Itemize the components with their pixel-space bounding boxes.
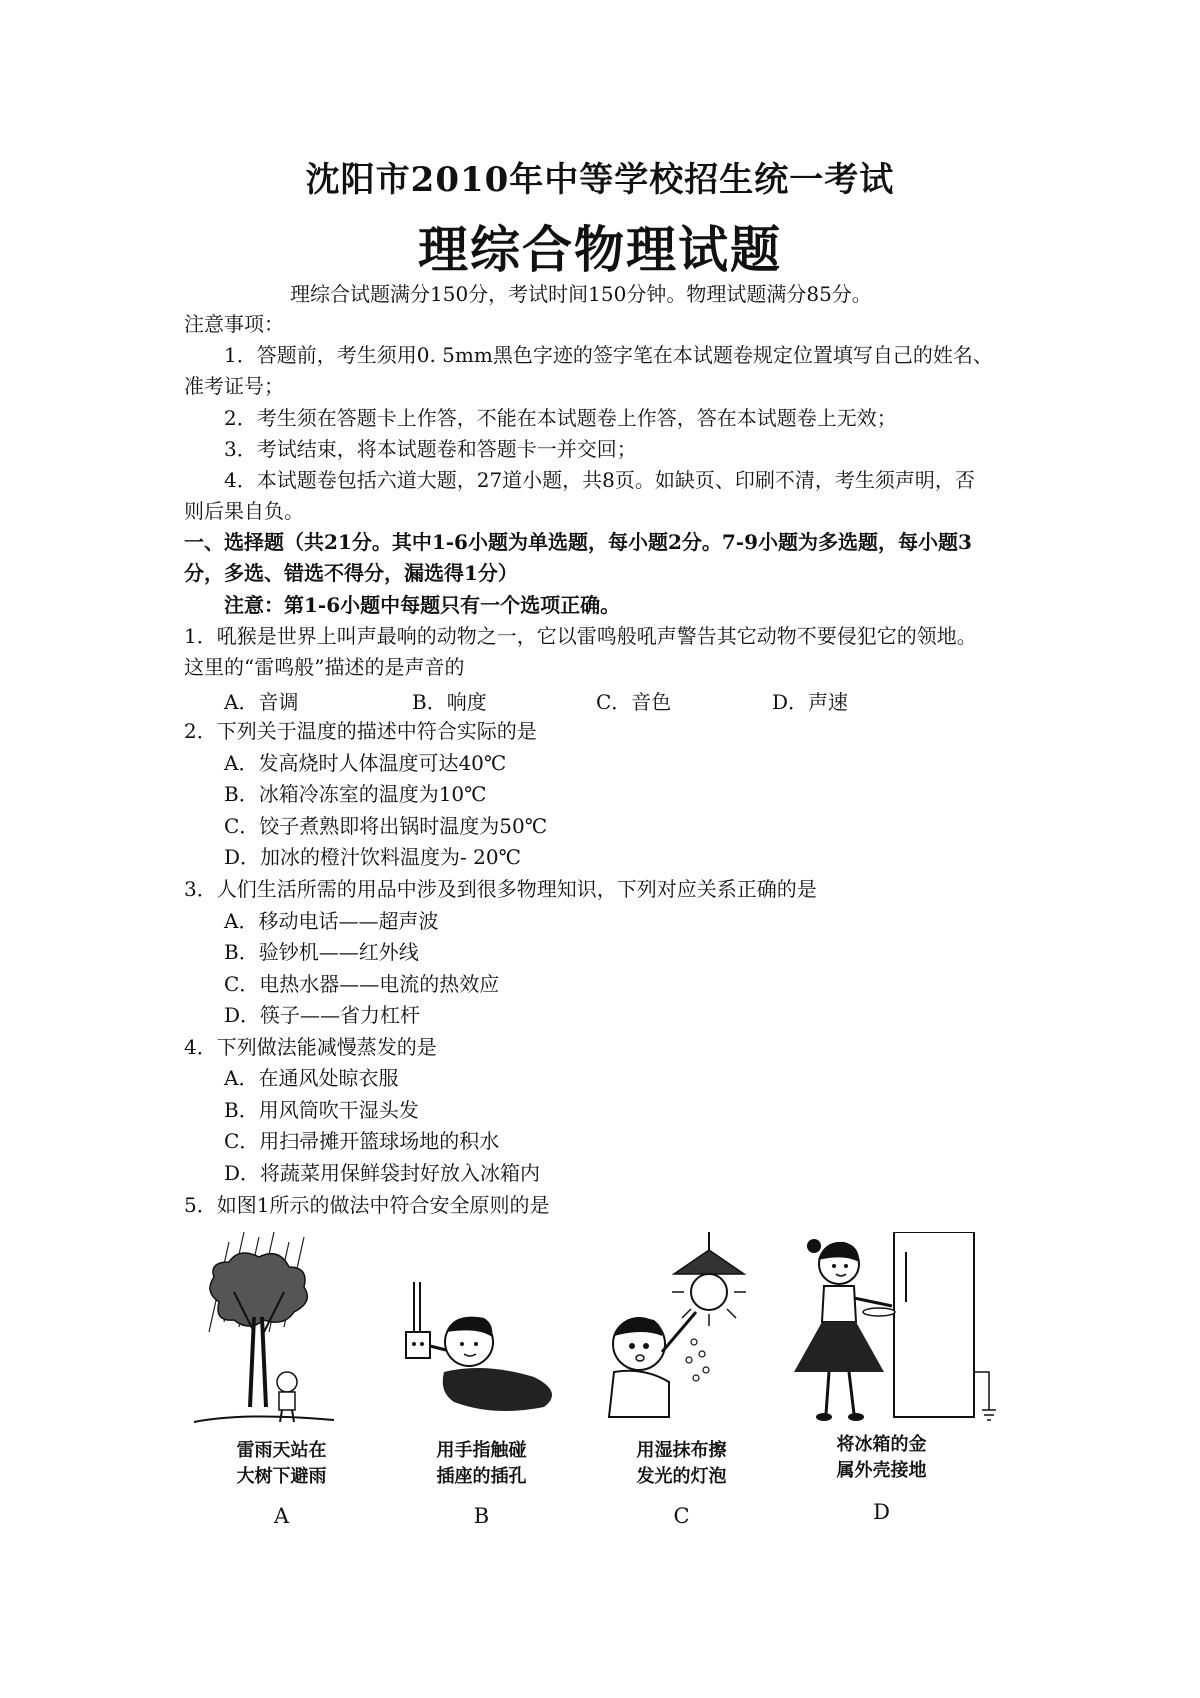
q2-option-c: C．饺子煮熟即将出锅时温度为50℃ bbox=[224, 814, 548, 838]
figure-caption-d-line1: 将冰箱的金 bbox=[836, 1434, 927, 1455]
notice-heading: 注意事项： bbox=[184, 312, 284, 336]
q1-option-d: D．声速 bbox=[772, 690, 849, 714]
q4-option-d: D．将蔬菜用保鲜袋封好放入冰箱内 bbox=[224, 1161, 541, 1185]
q4-option-c: C．用扫帚摊开篮球场地的积水 bbox=[224, 1129, 500, 1153]
figure-caption-b-line2: 插座的插孔 bbox=[436, 1466, 527, 1487]
figure-panel-d bbox=[784, 1232, 1004, 1522]
notice-item-4a: 4．本试题卷包括六道大题，27道小题，共8页。如缺页、印刷不清，考生须声明，否 bbox=[224, 468, 975, 492]
figure-panel-a bbox=[184, 1232, 379, 1528]
q3-option-c: C．电热水器——电流的热效应 bbox=[224, 972, 500, 996]
notice-item-1a: 1．答题前，考生须用0. 5mm黑色字迹的签字笔在本试题卷规定位置填写自己的姓名、 bbox=[224, 343, 993, 367]
q2-option-b: B．冰箱冷冻室的温度为10℃ bbox=[224, 782, 487, 806]
figure-1 bbox=[184, 1232, 1004, 1532]
q3-option-b: B．验钞机——红外线 bbox=[224, 940, 419, 964]
figure-label-c: C bbox=[673, 1504, 690, 1528]
figure-label-b: B bbox=[473, 1504, 490, 1528]
child-socket-illustration bbox=[384, 1232, 579, 1432]
figure-label-d: D bbox=[873, 1500, 890, 1524]
q4-stem: 4．下列做法能减慢蒸发的是 bbox=[184, 1035, 437, 1059]
figure-caption-b-line1: 用手指触碰 bbox=[436, 1440, 527, 1461]
wipe-bulb-illustration bbox=[584, 1232, 779, 1432]
fridge-ground-illustration bbox=[784, 1232, 1004, 1432]
q1-option-a: A．音调 bbox=[224, 690, 299, 714]
q1-option-c: C．音色 bbox=[596, 690, 672, 714]
tree-storm-illustration bbox=[184, 1232, 379, 1432]
figure-caption-a-line2: 大树下避雨 bbox=[236, 1466, 327, 1487]
q2-option-a: A．发高烧时人体温度可达40℃ bbox=[224, 751, 507, 775]
q4-option-b: B．用风筒吹干湿头发 bbox=[224, 1098, 419, 1122]
q3-option-a: A．移动电话——超声波 bbox=[224, 909, 439, 933]
figure-caption-d-line2: 属外壳接地 bbox=[836, 1460, 927, 1481]
q1-stem-b: 这里的“雷鸣般”描述的是声音的 bbox=[184, 655, 465, 679]
figure-panel-b bbox=[384, 1232, 579, 1528]
figure-panel-c bbox=[584, 1232, 779, 1528]
section1-note: 注意：第1-6小题中每题只有一个选项正确。 bbox=[224, 593, 621, 617]
q3-option-d: D．筷子——省力杠杆 bbox=[224, 1003, 421, 1027]
q3-stem: 3．人们生活所需的用品中涉及到很多物理知识，下列对应关系正确的是 bbox=[184, 877, 817, 901]
q4-option-a: A．在通风处晾衣服 bbox=[224, 1066, 399, 1090]
exam-subtitle: 理综合物理试题 bbox=[418, 220, 782, 279]
notice-item-4b: 则后果自负。 bbox=[184, 499, 304, 523]
figure-label-a: A bbox=[273, 1504, 290, 1528]
score-info: 理综合试题满分150分，考试时间150分钟。物理试题满分85分。 bbox=[290, 282, 872, 306]
q2-option-d: D．加冰的橙汁饮料温度为- 20℃ bbox=[224, 845, 521, 869]
notice-item-1b: 准考证号； bbox=[184, 374, 284, 398]
q1-stem-a: 1．吼猴是世界上叫声最响的动物之一，它以雷鸣般吼声警告其它动物不要侵犯它的领地。 bbox=[184, 624, 977, 648]
figure-caption-a-line1: 雷雨天站在 bbox=[236, 1440, 327, 1461]
figure-caption-c-line2: 发光的灯泡 bbox=[636, 1466, 727, 1487]
q1-option-b: B．响度 bbox=[412, 690, 487, 714]
notice-item-2: 2．考生须在答题卡上作答，不能在本试题卷上作答，答在本试题卷上无效； bbox=[224, 406, 897, 430]
q5-stem: 5．如图1所示的做法中符合安全原则的是 bbox=[184, 1193, 550, 1217]
section1-heading-b: 分，多选、错选不得分，漏选得1分） bbox=[184, 561, 518, 585]
figure-caption-c-line1: 用湿抹布擦 bbox=[636, 1440, 727, 1461]
q2-stem: 2．下列关于温度的描述中符合实际的是 bbox=[184, 719, 537, 743]
section1-heading-a: 一、选择题（共21分。其中1-6小题为单选题，每小题2分。7-9小题为多选题，每小题3 bbox=[184, 530, 972, 554]
exam-title: 沈阳市2010年中等学校招生统一考试 bbox=[305, 160, 895, 200]
notice-item-3: 3．考试结束，将本试题卷和答题卡一并交回； bbox=[224, 437, 637, 461]
